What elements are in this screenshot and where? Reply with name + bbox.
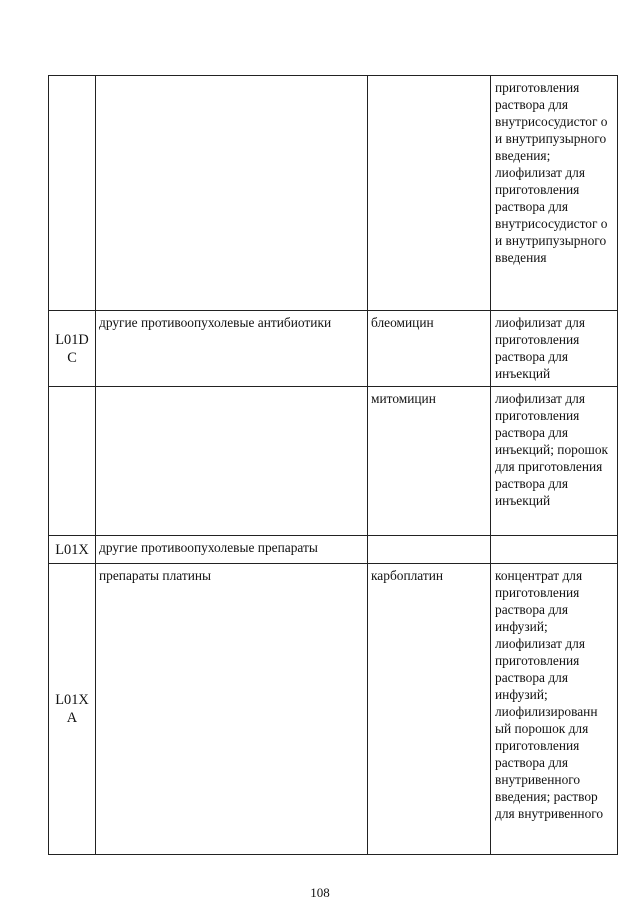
- table-row: [49, 76, 618, 311]
- group-name-cell: препараты платины: [96, 564, 368, 855]
- table-row: [49, 387, 618, 536]
- drug-name-cell: [368, 76, 491, 311]
- drug-name-cell: блеомицин: [368, 311, 491, 387]
- table-row: [49, 536, 618, 564]
- group-name-cell: другие противоопухолевые препараты: [96, 536, 368, 564]
- group-name-cell: [96, 76, 368, 311]
- drug-name-cell: митомицин: [368, 387, 491, 536]
- group-name-cell: [96, 387, 368, 536]
- group-name-cell: другие противоопухолевые антибиотики: [96, 311, 368, 387]
- drug-name-cell: карбоплатин: [368, 564, 491, 855]
- dosage-form-cell: [491, 536, 618, 564]
- atc-code-cell: [49, 76, 96, 311]
- page-number: 108: [310, 885, 330, 900]
- dosage-form-cell: лиофилизат для приготовления раствора для инъекций: [491, 311, 618, 387]
- table-row: [49, 564, 618, 855]
- atc-code-cell: L01X A: [49, 564, 96, 855]
- drug-name-cell: [368, 536, 491, 564]
- atc-code-cell: L01D C: [49, 311, 96, 387]
- dosage-form-cell: лиофилизат для приготовления раствора для инъекций; порошок для приготовления раствора для инъекций: [491, 387, 618, 536]
- table-row: [49, 311, 618, 387]
- dosage-form-cell: приготовления раствора для внутрисосудистог о и внутрипузырного введения; лиофилизат для приготовления раствора для внутрисосудистог о и внутрипузырного введения: [491, 76, 618, 311]
- atc-code-cell: L01X: [49, 536, 96, 564]
- dosage-form-cell: концентрат для приготовления раствора для инфузий; лиофилизат для приготовления раствора для инфузий; лиофилизированн ый порошок для приготовления раствора для внутривенного введения; раствор для внутривенного: [491, 564, 618, 855]
- drug-table: [48, 75, 618, 855]
- atc-code-cell: [49, 387, 96, 536]
